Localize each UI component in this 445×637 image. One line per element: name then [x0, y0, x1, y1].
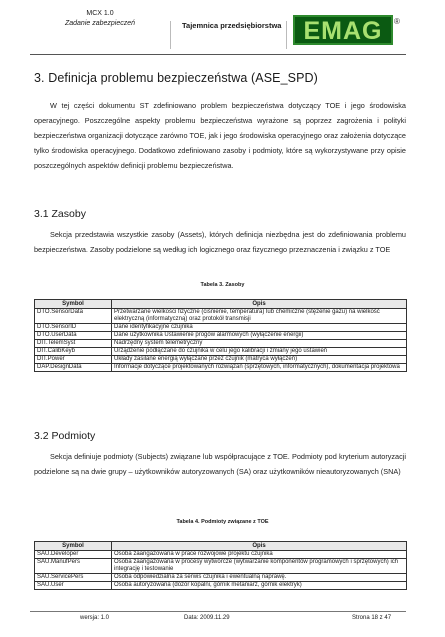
subject-symbol: SAU.ManufPers	[35, 559, 112, 574]
table-row	[35, 574, 407, 582]
header-rule	[30, 54, 406, 55]
subject-description: Osoba zaangażowana w procesy wytwórcze (wytwarzanie komponentów programowych i sprzętowych) ich integrację i testowanie	[112, 559, 407, 574]
table-row	[35, 364, 407, 372]
subsection-title-subjects: 3.2 Podmioty	[34, 430, 96, 442]
subjects-table	[34, 541, 407, 590]
footer-rule	[30, 611, 406, 612]
table-row	[35, 340, 407, 348]
assets-table	[34, 299, 407, 372]
table-row	[35, 582, 407, 590]
logo-text: EMAG	[303, 17, 383, 45]
assets-table-caption: Tabela 3. Zasoby	[200, 282, 245, 288]
header-product: MCX 1.0	[86, 10, 114, 17]
column-header-description: Opis	[112, 300, 407, 309]
header-classification: Tajemnica przedsiębiorstwa	[182, 21, 282, 30]
subsection-title-assets: 3.1 Zasoby	[34, 208, 86, 220]
table-row	[35, 332, 407, 340]
column-header-description: Opis	[112, 542, 407, 551]
column-header-symbol: Symbol	[35, 542, 112, 551]
subjects-paragraph: Sekcja definiuje podmioty (Subjects) związane lub współpracujące z TOE. Podmioty pod kryterium autoryzacji podzielone są na dwie grupy – użytkowników autoryzowanych (SA) oraz użytkowników nieautoryzowanych (SNA)	[34, 452, 406, 476]
logo-registered-mark: ®	[394, 17, 400, 26]
header-doc-type: Zadanie zabezpieczeń	[64, 20, 136, 27]
asset-symbol: DIT.CalibKeyb	[35, 348, 112, 356]
asset-description: Dane użytkownika Ustawienie progów alarmowych (wyłączenie energii)	[112, 332, 407, 340]
footer-version: wersja: 1.0	[80, 615, 110, 621]
asset-symbol: DIT.Power	[35, 356, 112, 364]
subject-symbol: SAU.ServicePers	[35, 574, 112, 582]
asset-description: Przetwarzane wielkości fizyczne (ciśnienie, temperatura) lub chemiczne (stężenie gazu) na wielkość elektryczną (informatyczną) oraz protokół transmisji	[112, 309, 407, 324]
table-row	[35, 348, 407, 356]
footer-page-number: Strona 18 z 47	[352, 615, 392, 621]
asset-symbol: DTO.SensorData	[35, 309, 112, 324]
asset-symbol: DTO.UserData	[35, 332, 112, 340]
asset-description: Nadrzędny system telemetryczny	[112, 340, 407, 348]
footer-date: Data: 2009.11.29	[184, 615, 230, 621]
asset-symbol: DIT.TelemSyst	[35, 340, 112, 348]
asset-description: Układy zasilane energią wyłączane przez czujnik (matryca wyłączeń)	[112, 356, 407, 364]
table-row	[35, 324, 407, 332]
table-row	[35, 356, 407, 364]
table-row	[35, 559, 407, 574]
page-header	[30, 9, 404, 53]
subject-description: Osoba odpowiedzialna za serwis czujnika i ewentualną naprawę.	[112, 574, 407, 582]
section-intro-paragraph: W tej części dokumentu ST zdefiniowano problem bezpieczeństwa dotyczący TOE i jego środowiska operacyjnego. Poszczególne aspekty problemu bezpieczeństwa wyrażone są poprzez zagrożenia i polityki bezpieczeństwa organizacji dotyczące zarówno TOE, jak i jego środowiska operacyjnego oraz założenia dotyczące tylko środowiska operacyjnego. Dodatkowo zdefiniowano zasoby i podmioty, które są wykorzystywane przy opisie poszczególnych aspektów definicji problemu bezpieczeństwa.	[34, 101, 406, 170]
header-product-block	[30, 9, 170, 29]
assets-paragraph: Sekcja przedstawia wszystkie zasoby (Assets), których definicja niezbędna jest do zdefiniowania problemu bezpieczeństwa. Zasoby podzielone są według ich logicznego oraz fizycznego przeznaczenia i związku z TOE	[34, 230, 406, 254]
asset-symbol: DTO.SensorID	[35, 324, 112, 332]
header-divider	[170, 21, 171, 49]
subject-symbol: SAU.User	[35, 582, 112, 590]
table-row	[35, 551, 407, 559]
table-header-row	[35, 542, 407, 551]
subject-description: Osoba zaangażowana w prace rozwojowe projektu czujnika	[112, 551, 407, 559]
asset-description: Dane identyfikacyjne czujnika	[112, 324, 407, 332]
asset-description: Urządzenie podłączane do czujnika w celu jego kalibracji i zmiany jego ustawień	[112, 348, 407, 356]
table-header-row	[35, 300, 407, 309]
section-title: 3. Definicja problemu bezpieczeństwa (ASE_SPD)	[34, 71, 318, 85]
table-row	[35, 309, 407, 324]
asset-symbol: DAP.DesignData	[35, 364, 112, 372]
column-header-symbol: Symbol	[35, 300, 112, 309]
emag-logo	[293, 15, 401, 45]
subjects-table-caption: Tabela 4. Podmioty związane z TOE	[176, 519, 269, 525]
subject-symbol: SAU.Developer	[35, 551, 112, 559]
subject-description: Osoba autoryzowana (dozór kopalni, górnik metaniarz, górnik elektryk)	[112, 582, 407, 590]
asset-description: Informacje dotyczące projektowanych rozwiązań (sprzętowych, informatycznych), dokumentacja projektowa	[112, 364, 407, 372]
header-divider	[286, 21, 287, 49]
